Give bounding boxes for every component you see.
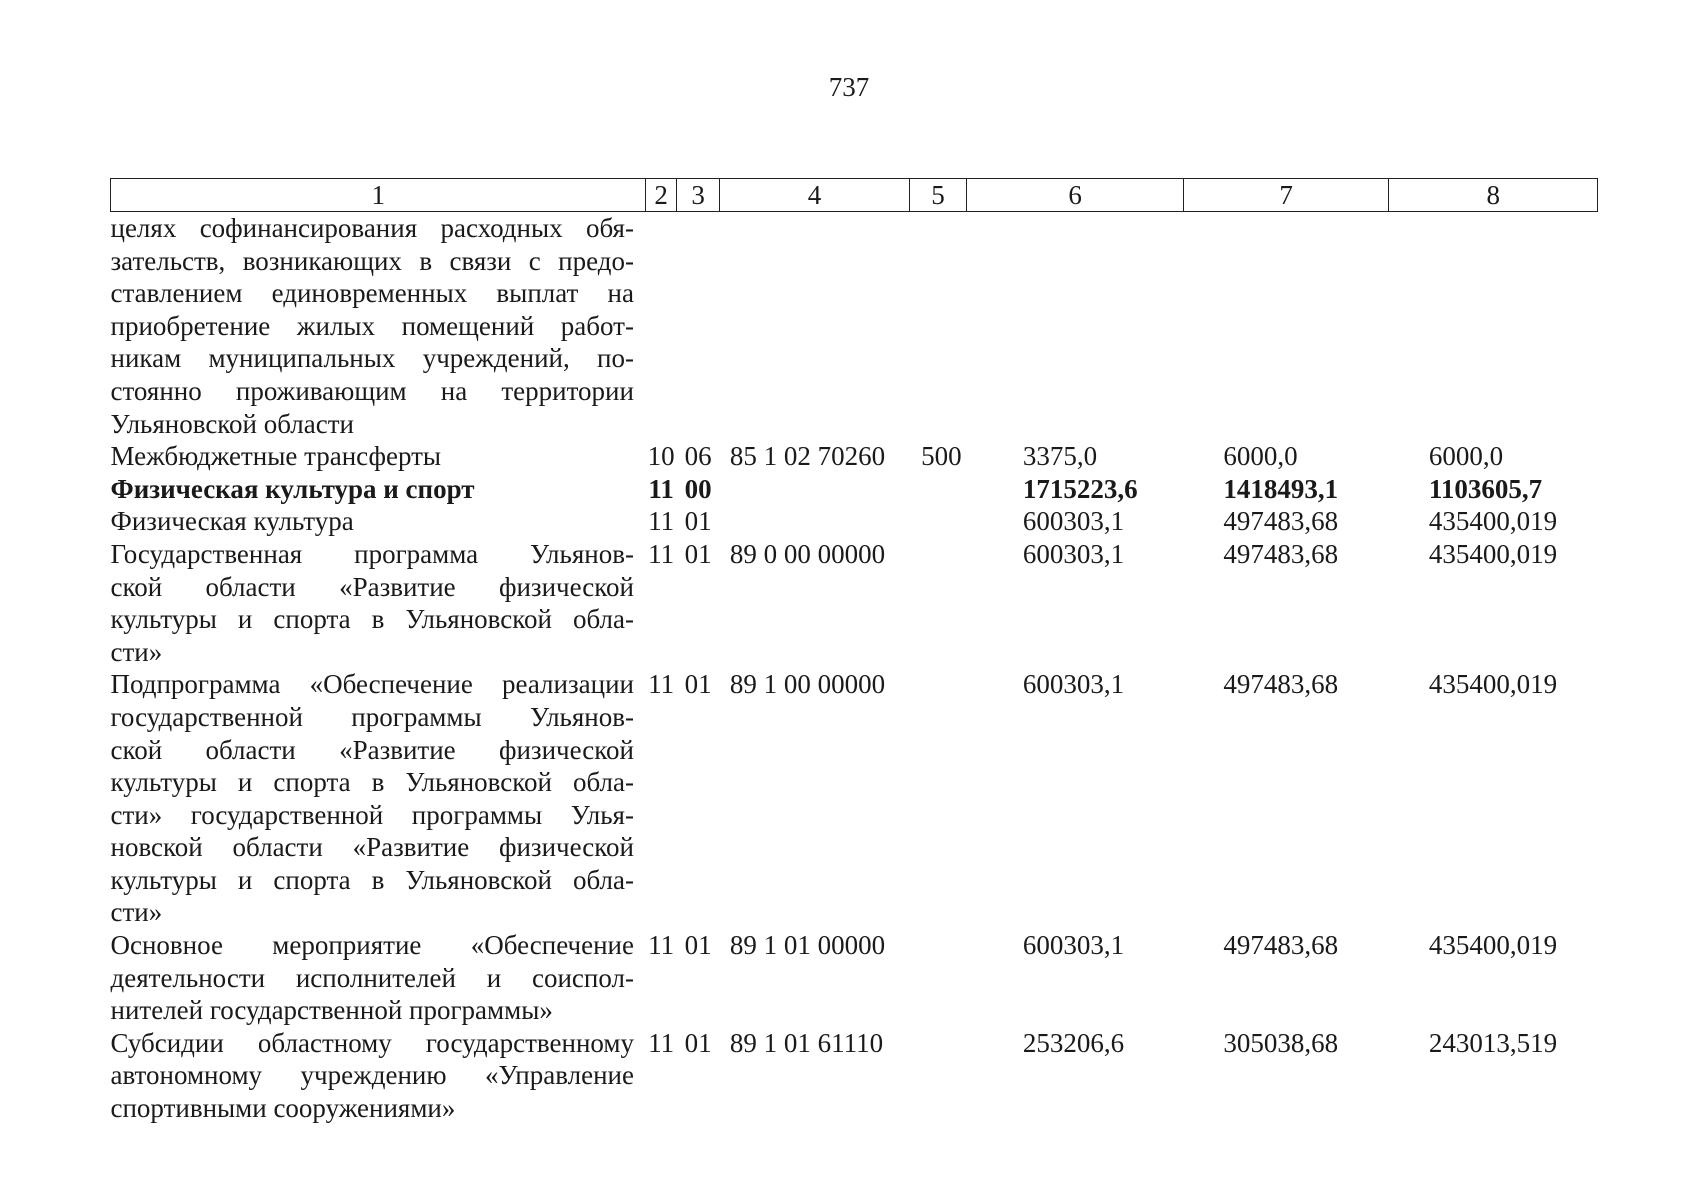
table-row [111,668,1598,929]
row-name-line: целях софинансирования расходных обя- [110,213,634,243]
row-name [111,538,646,668]
amount-col-7: 6000,0 [1223,441,1298,472]
table-row [111,1027,1598,1125]
header-col-4: 4 [720,179,909,212]
target-article-code: 85 1 02 70260 [729,441,886,472]
section-code [646,212,676,441]
subsection-code: 01 [684,538,712,569]
amount-col-6: 253206,6 [1022,1027,1125,1058]
subsection-code: 01 [684,506,712,537]
expense-type-code [909,538,967,668]
table-row [111,929,1598,1027]
amount-col-7: 497483,68 [1223,669,1339,700]
section-code: 11 [648,930,675,961]
subsection-code: 01 [684,930,712,961]
amount-col-8 [1389,212,1598,441]
amount-col-7: 1418493,1 [1223,473,1339,504]
amount-col-7 [1183,212,1388,441]
row-name-line: культуры и спорта в Ульяновской обла- [110,604,634,635]
page-number: 737 [828,72,870,102]
row-name-line: стоянно проживающим на территории [110,375,634,406]
amount-col-6: 600303,1 [1022,669,1125,700]
row-name-line: ской области «Развитие физической [110,734,634,765]
header-col-6: 6 [967,179,1184,212]
amount-col-8: 435400,019 [1428,506,1558,537]
table-header [111,179,1598,212]
expense-type-code [909,668,967,929]
target-article-code: 89 0 00 00000 [729,538,886,569]
amount-col-6: 1715223,6 [1022,473,1138,504]
amount-col-6 [967,212,1184,441]
row-name-line: приобретение жилых помещений работ- [110,310,634,341]
header-col-7: 7 [1183,179,1388,212]
amount-col-6: 600303,1 [1022,930,1125,961]
row-name-line: никам муниципальных учреждений, по- [110,343,634,374]
subsection-code: 00 [684,473,712,504]
table-row [111,505,1598,538]
subsection-code: 06 [684,441,712,472]
section-code: 11 [648,669,675,700]
subsection-code [676,212,720,441]
amount-col-7: 305038,68 [1223,1027,1339,1058]
target-article-code [720,505,909,538]
target-article-code [720,212,909,441]
expense-type-code [909,505,967,538]
row-name-line: Физическая культура [110,506,354,537]
row-name [111,505,646,538]
target-article-code: 89 1 01 61110 [729,1027,884,1058]
target-article-code [720,473,909,506]
header-row [111,179,1598,212]
row-name-line: Ульяновской области [110,408,355,439]
row-name-line: государственной программы Ульянов- [110,701,634,732]
row-name-line: нителей государственной программы» [110,995,553,1026]
header-col-3: 3 [676,179,720,212]
row-name-line: сти» [110,636,163,667]
amount-col-6: 3375,0 [1022,441,1098,472]
section-code: 11 [648,473,674,504]
row-name-line: Основное мероприятие «Обеспечение [110,930,634,961]
expense-type-code [909,212,967,441]
header-col-2: 2 [646,179,676,212]
row-name-line: культуры и спорта в Ульяновской обла- [110,864,634,895]
amount-col-6: 600303,1 [1022,506,1125,537]
amount-col-8: 6000,0 [1428,441,1504,472]
row-name-line: сти» государственной программы Улья- [110,799,634,830]
row-name-line: Межбюджетные трансферты [110,441,442,472]
row-name-line: зательств, возникающих в связи с предо- [110,245,634,276]
row-name [111,473,646,506]
amount-col-8: 435400,019 [1428,538,1558,569]
subsection-code: 01 [684,669,712,700]
row-name-line: Физическая культура и спорт [110,473,475,504]
section-code: 11 [648,506,675,537]
amount-col-8: 435400,019 [1428,669,1558,700]
amount-col-7: 497483,68 [1223,506,1339,537]
row-name-line: деятельности исполнителей и соиспол- [110,962,634,993]
row-name [111,212,646,441]
amount-col-7: 497483,68 [1223,538,1339,569]
target-article-code: 89 1 01 00000 [729,930,886,961]
row-name-line: Государственная программа Ульянов- [110,538,634,569]
row-name-line: Подпрограмма «Обеспечение реализации [110,669,634,700]
table-row [111,473,1598,506]
amount-col-7: 497483,68 [1223,930,1339,961]
row-name [111,1027,646,1125]
row-name-line: ставлением единовременных выплат на [110,278,634,309]
table-row [111,538,1598,668]
expense-type-code: 500 [921,441,962,472]
header-col-8: 8 [1389,179,1598,212]
row-name-line: Субсидии областному государственному [110,1027,634,1058]
table-row [111,212,1598,441]
row-name-line: спортивными сооружениями» [110,1093,456,1124]
amount-col-6: 600303,1 [1022,538,1125,569]
row-name [111,929,646,1027]
amount-col-8: 243013,519 [1428,1027,1558,1058]
amount-col-8: 435400,019 [1428,930,1558,961]
section-code: 10 [647,441,675,472]
expense-type-code [909,1027,967,1125]
section-code: 11 [648,538,675,569]
row-name-line: ской области «Развитие физической [110,571,634,602]
row-name-line: сти» [110,897,163,928]
amount-col-8: 1103605,7 [1428,473,1543,504]
table-row [111,440,1598,473]
row-name [111,668,646,929]
header-col-5: 5 [909,179,967,212]
expense-type-code [909,473,967,506]
row-name-line: культуры и спорта в Ульяновской обла- [110,767,634,798]
table-body [111,212,1598,1125]
row-name-line: автономному учреждению «Управление [110,1060,634,1091]
target-article-code: 89 1 00 00000 [729,669,886,700]
expense-type-code [909,929,967,1027]
row-name-line: новской области «Развитие физической [110,832,634,863]
budget-table [110,178,1598,1125]
subsection-code: 01 [684,1027,712,1058]
row-name [111,440,646,473]
section-code: 11 [648,1027,675,1058]
header-col-1: 1 [111,179,646,212]
